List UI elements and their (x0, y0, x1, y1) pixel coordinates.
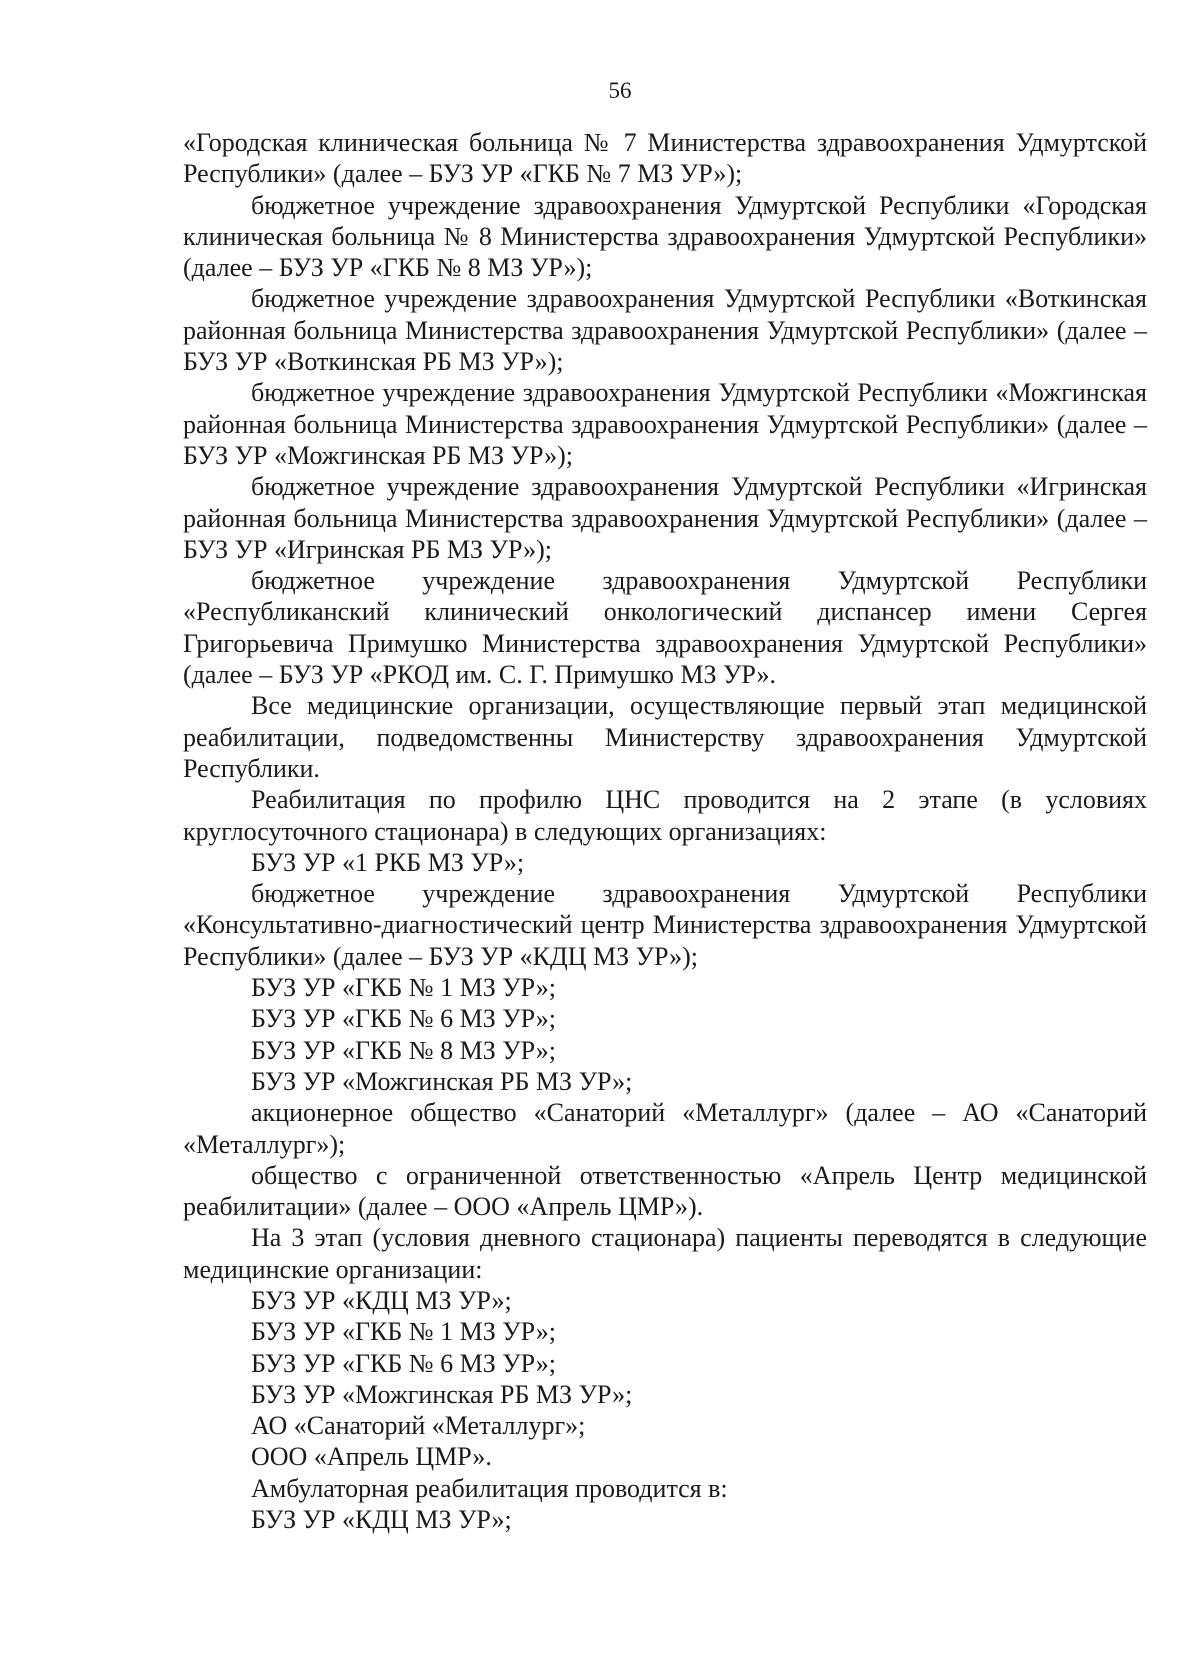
paragraph: ООО «Апрель ЦМР». (251, 1442, 492, 1472)
paragraph: АО «Санаторий «Металлург»; (251, 1411, 586, 1441)
paragraph: бюджетное учреждение здравоохранения Удмуртской Республики «Республиканский клинический онкологический диспансер имени Сергея Григорьевича Примушко Министерства здравоохранения Удмуртской Республики» (далее – БУЗ УР «РКОД им. С. Г. Примушко МЗ УР». (183, 566, 1147, 690)
paragraph: БУЗ УР «ГКБ № 6 МЗ УР»; (251, 1348, 556, 1378)
paragraph: БУЗ УР «ГКБ № 8 МЗ УР»; (251, 1035, 556, 1065)
paragraph: БУЗ УР «КДЦ МЗ УР»; (251, 1505, 512, 1535)
paragraph: общество с ограниченной ответственностью «Апрель Центр медицинской реабилитации» (далее – ООО «Апрель ЦМР»). (183, 1160, 1147, 1222)
paragraph: бюджетное учреждение здравоохранения Удмуртской Республики «Можгинская районная больница Министерства здравоохранения Удмуртской Республики» (далее – БУЗ УР «Можгинская РБ МЗ УР»); (183, 378, 1147, 470)
paragraph: бюджетное учреждение здравоохранения Удмуртской Республики «Игринская районная больница Министерства здравоохранения Удмуртской Республики» (далее – БУЗ УР «Игринская РБ МЗ УР»); (183, 472, 1147, 564)
paragraph: бюджетное учреждение здравоохранения Удмуртской Республики «Воткинская районная больница Министерства здравоохранения Удмуртской Республики» (далее – БУЗ УР «Воткинская РБ МЗ УР»); (183, 284, 1147, 377)
paragraph: «Городская клиническая больница № 7 Министерства здравоохранения Удмуртской Республики» (далее – БУЗ УР «ГКБ № 7 МЗ УР»); (183, 128, 1147, 189)
paragraph: БУЗ УР «Можгинская РБ МЗ УР»; (251, 1066, 633, 1096)
paragraph: На 3 этап (условия дневного стационара) пациенты переводятся в следующие медицинские организации: (183, 1223, 1147, 1284)
document-body (183, 127, 1147, 1535)
paragraph: Амбулаторная реабилитация проводится в: (251, 1473, 728, 1503)
paragraph: бюджетное учреждение здравоохранения Удмуртской Республики «Консультативно-диагностический центр Министерства здравоохранения Удмуртской Республики» (далее – БУЗ УР «КДЦ МЗ УР»); (183, 879, 1147, 971)
paragraph: БУЗ УР «ГКБ № 1 МЗ УР»; (251, 973, 556, 1003)
page-number: 56 (608, 78, 632, 103)
paragraph: Все медицинские организации, осуществляющие первый этап медицинской реабилитации, подведомственны Министерству здравоохранения Удмуртской Республики. (183, 691, 1147, 783)
paragraph: БУЗ УР «1 РКБ МЗ УР»; (251, 847, 525, 877)
paragraph: БУЗ УР «КДЦ МЗ УР»; (251, 1285, 512, 1315)
paragraph: БУЗ УР «ГКБ № 1 МЗ УР»; (251, 1317, 556, 1347)
paragraph: БУЗ УР «ГКБ № 6 МЗ УР»; (251, 1004, 556, 1034)
paragraph: БУЗ УР «Можгинская РБ МЗ УР»; (251, 1379, 633, 1409)
paragraph: Реабилитация по профилю ЦНС проводится на 2 этапе (в условиях круглосуточного стационара) в следующих организациях: (183, 785, 1147, 846)
paragraph: акционерное общество «Санаторий «Металлург» (далее – АО «Санаторий «Металлург»); (183, 1098, 1147, 1159)
paragraph: бюджетное учреждение здравоохранения Удмуртской Республики «Городская клиническая больница № 8 Министерства здравоохранения Удмуртской Республики» (далее – БУЗ УР «ГКБ № 8 МЗ УР»); (183, 190, 1147, 283)
